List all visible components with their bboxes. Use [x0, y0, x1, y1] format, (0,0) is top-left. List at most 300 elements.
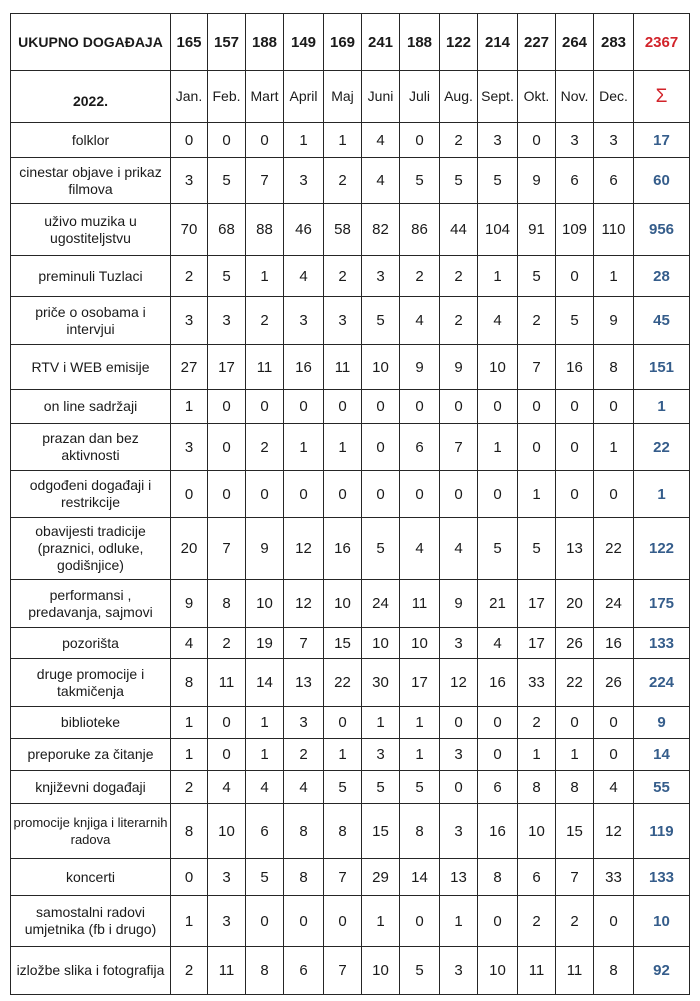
value-cell: 11 — [518, 947, 556, 995]
value-cell: 16 — [478, 659, 518, 707]
value-cell: 0 — [208, 123, 246, 158]
value-cell: 0 — [440, 471, 478, 518]
value-cell: 2 — [171, 947, 208, 995]
category-label: samostalni radovi umjetnika (fb i drugo) — [11, 896, 171, 947]
value-cell: 19 — [246, 628, 284, 659]
category-label: odgođeni događaji i restrikcije — [11, 471, 171, 518]
value-cell: 12 — [284, 518, 324, 580]
value-cell: 1 — [171, 707, 208, 739]
value-cell: 9 — [594, 297, 634, 345]
totals-header-row — [11, 14, 690, 71]
category-label: biblioteke — [11, 707, 171, 739]
row-sum-cell: 119 — [634, 804, 690, 859]
category-label: obavijesti tradicije (praznici, odluke, godišnjice) — [11, 518, 171, 580]
value-cell: 4 — [478, 297, 518, 345]
value-cell: 4 — [440, 518, 478, 580]
value-cell: 6 — [556, 158, 594, 204]
value-cell: 7 — [556, 859, 594, 896]
row-sum-cell: 133 — [634, 859, 690, 896]
value-cell: 12 — [284, 580, 324, 628]
value-cell: 88 — [246, 204, 284, 256]
table-row — [11, 859, 690, 896]
value-cell: 0 — [556, 390, 594, 424]
month-total-cell: 122 — [440, 14, 478, 71]
value-cell: 1 — [362, 707, 400, 739]
value-cell: 0 — [171, 859, 208, 896]
months-header-row — [11, 71, 690, 123]
sum-symbol-cell: Σ — [634, 71, 690, 123]
value-cell: 5 — [556, 297, 594, 345]
value-cell: 12 — [594, 804, 634, 859]
value-cell: 5 — [362, 771, 400, 804]
value-cell: 8 — [478, 859, 518, 896]
value-cell: 15 — [362, 804, 400, 859]
category-label: pozorišta — [11, 628, 171, 659]
value-cell: 11 — [208, 659, 246, 707]
value-cell: 1 — [246, 256, 284, 297]
month-total-cell: 188 — [400, 14, 440, 71]
value-cell: 9 — [440, 345, 478, 390]
value-cell: 0 — [440, 390, 478, 424]
value-cell: 0 — [400, 896, 440, 947]
value-cell: 0 — [284, 471, 324, 518]
row-sum-cell: 10 — [634, 896, 690, 947]
value-cell: 0 — [594, 896, 634, 947]
value-cell: 8 — [324, 804, 362, 859]
row-sum-cell: 22 — [634, 424, 690, 471]
value-cell: 1 — [362, 896, 400, 947]
value-cell: 0 — [324, 896, 362, 947]
value-cell: 22 — [594, 518, 634, 580]
category-label: uživo muzika u ugostiteljstvu — [11, 204, 171, 256]
value-cell: 5 — [400, 771, 440, 804]
month-name-cell: Aug. — [440, 71, 478, 123]
value-cell: 4 — [362, 158, 400, 204]
value-cell: 0 — [400, 123, 440, 158]
value-cell: 3 — [594, 123, 634, 158]
table-row — [11, 424, 690, 471]
value-cell: 4 — [284, 256, 324, 297]
month-name-cell: Sept. — [478, 71, 518, 123]
value-cell: 4 — [362, 123, 400, 158]
value-cell: 5 — [518, 518, 556, 580]
value-cell: 0 — [478, 390, 518, 424]
value-cell: 3 — [440, 804, 478, 859]
table-row — [11, 707, 690, 739]
value-cell: 30 — [362, 659, 400, 707]
value-cell: 8 — [246, 947, 284, 995]
value-cell: 6 — [400, 424, 440, 471]
category-label: koncerti — [11, 859, 171, 896]
value-cell: 13 — [440, 859, 478, 896]
value-cell: 1 — [594, 424, 634, 471]
value-cell: 0 — [362, 471, 400, 518]
value-cell: 3 — [478, 123, 518, 158]
table-row — [11, 204, 690, 256]
value-cell: 5 — [324, 771, 362, 804]
value-cell: 3 — [324, 297, 362, 345]
value-cell: 3 — [208, 896, 246, 947]
table-title: UKUPNO DOGAĐAJA — [11, 14, 171, 71]
value-cell: 5 — [208, 256, 246, 297]
value-cell: 0 — [518, 123, 556, 158]
month-name-cell: Juni — [362, 71, 400, 123]
value-cell: 8 — [594, 947, 634, 995]
category-label: izložbe slika i fotografija — [11, 947, 171, 995]
value-cell: 12 — [440, 659, 478, 707]
value-cell: 2 — [324, 256, 362, 297]
value-cell: 11 — [324, 345, 362, 390]
value-cell: 27 — [171, 345, 208, 390]
month-name-cell: April — [284, 71, 324, 123]
value-cell: 5 — [208, 158, 246, 204]
value-cell: 1 — [171, 896, 208, 947]
row-sum-cell: 122 — [634, 518, 690, 580]
value-cell: 1 — [284, 424, 324, 471]
value-cell: 2 — [440, 256, 478, 297]
month-name-cell: Dec. — [594, 71, 634, 123]
value-cell: 0 — [362, 390, 400, 424]
value-cell: 9 — [246, 518, 284, 580]
row-sum-cell: 133 — [634, 628, 690, 659]
value-cell: 15 — [556, 804, 594, 859]
value-cell: 2 — [246, 424, 284, 471]
value-cell: 15 — [324, 628, 362, 659]
value-cell: 0 — [594, 471, 634, 518]
category-label: promocije knjiga i literarnih radova — [11, 804, 171, 859]
value-cell: 0 — [246, 471, 284, 518]
value-cell: 6 — [284, 947, 324, 995]
month-total-cell: 169 — [324, 14, 362, 71]
value-cell: 9 — [440, 580, 478, 628]
value-cell: 8 — [208, 580, 246, 628]
category-label: cinestar objave i prikaz filmova — [11, 158, 171, 204]
value-cell: 110 — [594, 204, 634, 256]
value-cell: 0 — [246, 896, 284, 947]
value-cell: 8 — [284, 859, 324, 896]
value-cell: 11 — [208, 947, 246, 995]
value-cell: 0 — [518, 390, 556, 424]
table-row — [11, 471, 690, 518]
month-name-cell: Maj — [324, 71, 362, 123]
row-sum-cell: 17 — [634, 123, 690, 158]
row-sum-cell: 1 — [634, 390, 690, 424]
value-cell: 44 — [440, 204, 478, 256]
value-cell: 4 — [284, 771, 324, 804]
table-row — [11, 158, 690, 204]
value-cell: 58 — [324, 204, 362, 256]
value-cell: 2 — [284, 739, 324, 771]
row-sum-cell: 60 — [634, 158, 690, 204]
month-total-cell: 149 — [284, 14, 324, 71]
table-row — [11, 518, 690, 580]
value-cell: 3 — [440, 947, 478, 995]
value-cell: 26 — [594, 659, 634, 707]
value-cell: 33 — [518, 659, 556, 707]
category-label: književni događaji — [11, 771, 171, 804]
row-sum-cell: 55 — [634, 771, 690, 804]
table-row — [11, 390, 690, 424]
value-cell: 7 — [324, 947, 362, 995]
value-cell: 5 — [400, 947, 440, 995]
month-name-cell: Feb. — [208, 71, 246, 123]
value-cell: 3 — [284, 707, 324, 739]
row-sum-cell: 14 — [634, 739, 690, 771]
value-cell: 22 — [324, 659, 362, 707]
row-sum-cell: 956 — [634, 204, 690, 256]
value-cell: 7 — [208, 518, 246, 580]
value-cell: 8 — [171, 659, 208, 707]
value-cell: 0 — [478, 471, 518, 518]
value-cell: 8 — [400, 804, 440, 859]
month-total-cell: 264 — [556, 14, 594, 71]
value-cell: 0 — [171, 123, 208, 158]
month-total-cell: 188 — [246, 14, 284, 71]
value-cell: 0 — [171, 471, 208, 518]
value-cell: 8 — [171, 804, 208, 859]
row-sum-cell: 45 — [634, 297, 690, 345]
value-cell: 10 — [324, 580, 362, 628]
value-cell: 70 — [171, 204, 208, 256]
value-cell: 3 — [171, 424, 208, 471]
table-row — [11, 947, 690, 995]
value-cell: 4 — [594, 771, 634, 804]
value-cell: 5 — [362, 518, 400, 580]
value-cell: 0 — [208, 390, 246, 424]
value-cell: 1 — [518, 739, 556, 771]
category-label: folklor — [11, 123, 171, 158]
value-cell: 7 — [284, 628, 324, 659]
month-name-cell: Jan. — [171, 71, 208, 123]
table-row — [11, 628, 690, 659]
table-body — [11, 14, 690, 995]
value-cell: 16 — [324, 518, 362, 580]
value-cell: 8 — [518, 771, 556, 804]
value-cell: 16 — [478, 804, 518, 859]
table-row — [11, 297, 690, 345]
value-cell: 16 — [594, 628, 634, 659]
value-cell: 82 — [362, 204, 400, 256]
value-cell: 2 — [518, 297, 556, 345]
value-cell: 1 — [246, 739, 284, 771]
value-cell: 7 — [518, 345, 556, 390]
table-row — [11, 896, 690, 947]
value-cell: 5 — [246, 859, 284, 896]
value-cell: 6 — [478, 771, 518, 804]
value-cell: 4 — [400, 518, 440, 580]
value-cell: 5 — [362, 297, 400, 345]
value-cell: 0 — [400, 390, 440, 424]
value-cell: 1 — [324, 123, 362, 158]
category-label: preporuke za čitanje — [11, 739, 171, 771]
value-cell: 6 — [246, 804, 284, 859]
value-cell: 26 — [556, 628, 594, 659]
value-cell: 3 — [284, 297, 324, 345]
table-row — [11, 345, 690, 390]
value-cell: 10 — [362, 628, 400, 659]
value-cell: 4 — [208, 771, 246, 804]
value-cell: 9 — [171, 580, 208, 628]
value-cell: 1 — [478, 256, 518, 297]
row-sum-cell: 92 — [634, 947, 690, 995]
value-cell: 13 — [556, 518, 594, 580]
value-cell: 14 — [400, 859, 440, 896]
value-cell: 1 — [284, 123, 324, 158]
value-cell: 21 — [478, 580, 518, 628]
value-cell: 9 — [518, 158, 556, 204]
category-label: RTV i WEB emisije — [11, 345, 171, 390]
value-cell: 0 — [246, 390, 284, 424]
value-cell: 2 — [518, 896, 556, 947]
value-cell: 2 — [208, 628, 246, 659]
table-row — [11, 739, 690, 771]
value-cell: 1 — [478, 424, 518, 471]
events-table — [10, 13, 690, 995]
value-cell: 16 — [556, 345, 594, 390]
value-cell: 68 — [208, 204, 246, 256]
value-cell: 0 — [556, 256, 594, 297]
value-cell: 104 — [478, 204, 518, 256]
value-cell: 0 — [594, 739, 634, 771]
year-label: 2022. — [11, 71, 171, 123]
value-cell: 0 — [284, 390, 324, 424]
month-total-cell: 214 — [478, 14, 518, 71]
table-row — [11, 123, 690, 158]
value-cell: 0 — [246, 123, 284, 158]
value-cell: 3 — [440, 739, 478, 771]
value-cell: 3 — [284, 158, 324, 204]
value-cell: 3 — [440, 628, 478, 659]
row-sum-cell: 1 — [634, 471, 690, 518]
value-cell: 5 — [440, 158, 478, 204]
row-sum-cell: 9 — [634, 707, 690, 739]
value-cell: 4 — [171, 628, 208, 659]
value-cell: 0 — [284, 896, 324, 947]
table-row — [11, 580, 690, 628]
value-cell: 17 — [400, 659, 440, 707]
value-cell: 0 — [400, 471, 440, 518]
table-row — [11, 804, 690, 859]
value-cell: 29 — [362, 859, 400, 896]
value-cell: 8 — [594, 345, 634, 390]
value-cell: 7 — [440, 424, 478, 471]
value-cell: 1 — [556, 739, 594, 771]
value-cell: 11 — [246, 345, 284, 390]
month-total-cell: 227 — [518, 14, 556, 71]
value-cell: 2 — [400, 256, 440, 297]
value-cell: 7 — [246, 158, 284, 204]
category-label: priče o osobama i intervjui — [11, 297, 171, 345]
value-cell: 6 — [518, 859, 556, 896]
value-cell: 0 — [362, 424, 400, 471]
value-cell: 17 — [518, 580, 556, 628]
value-cell: 10 — [400, 628, 440, 659]
value-cell: 5 — [478, 518, 518, 580]
value-cell: 2 — [171, 771, 208, 804]
value-cell: 3 — [171, 297, 208, 345]
value-cell: 11 — [400, 580, 440, 628]
value-cell: 3 — [171, 158, 208, 204]
value-cell: 8 — [556, 771, 594, 804]
value-cell: 1 — [440, 896, 478, 947]
value-cell: 0 — [324, 471, 362, 518]
value-cell: 10 — [362, 345, 400, 390]
value-cell: 1 — [171, 739, 208, 771]
month-total-cell: 283 — [594, 14, 634, 71]
category-label: preminuli Tuzlaci — [11, 256, 171, 297]
value-cell: 7 — [324, 859, 362, 896]
value-cell: 5 — [518, 256, 556, 297]
value-cell: 2 — [324, 158, 362, 204]
month-total-cell: 157 — [208, 14, 246, 71]
value-cell: 14 — [246, 659, 284, 707]
value-cell: 3 — [208, 859, 246, 896]
value-cell: 0 — [208, 424, 246, 471]
value-cell: 9 — [400, 345, 440, 390]
value-cell: 17 — [208, 345, 246, 390]
month-total-cell: 241 — [362, 14, 400, 71]
value-cell: 0 — [556, 471, 594, 518]
value-cell: 10 — [362, 947, 400, 995]
table-row — [11, 659, 690, 707]
row-sum-cell: 224 — [634, 659, 690, 707]
value-cell: 0 — [440, 707, 478, 739]
value-cell: 91 — [518, 204, 556, 256]
value-cell: 0 — [594, 707, 634, 739]
value-cell: 0 — [556, 424, 594, 471]
value-cell: 10 — [208, 804, 246, 859]
value-cell: 1 — [400, 707, 440, 739]
category-label: performansi , predavanja, sajmovi — [11, 580, 171, 628]
row-sum-cell: 175 — [634, 580, 690, 628]
value-cell: 20 — [556, 580, 594, 628]
value-cell: 11 — [556, 947, 594, 995]
value-cell: 1 — [324, 739, 362, 771]
value-cell: 46 — [284, 204, 324, 256]
category-label: druge promocije i takmičenja — [11, 659, 171, 707]
value-cell: 13 — [284, 659, 324, 707]
value-cell: 109 — [556, 204, 594, 256]
value-cell: 2 — [518, 707, 556, 739]
value-cell: 22 — [556, 659, 594, 707]
value-cell: 0 — [208, 471, 246, 518]
value-cell: 2 — [171, 256, 208, 297]
value-cell: 0 — [208, 707, 246, 739]
value-cell: 86 — [400, 204, 440, 256]
value-cell: 4 — [246, 771, 284, 804]
value-cell: 10 — [478, 345, 518, 390]
value-cell: 17 — [518, 628, 556, 659]
month-name-cell: Juli — [400, 71, 440, 123]
table-row — [11, 771, 690, 804]
value-cell: 6 — [594, 158, 634, 204]
value-cell: 0 — [324, 390, 362, 424]
row-sum-cell: 28 — [634, 256, 690, 297]
value-cell: 1 — [400, 739, 440, 771]
value-cell: 5 — [478, 158, 518, 204]
category-label: on line sadržaji — [11, 390, 171, 424]
value-cell: 4 — [400, 297, 440, 345]
value-cell: 1 — [246, 707, 284, 739]
value-cell: 0 — [324, 707, 362, 739]
table-row — [11, 256, 690, 297]
value-cell: 24 — [362, 580, 400, 628]
value-cell: 0 — [478, 707, 518, 739]
value-cell: 16 — [284, 345, 324, 390]
value-cell: 1 — [518, 471, 556, 518]
value-cell: 3 — [208, 297, 246, 345]
value-cell: 3 — [362, 256, 400, 297]
